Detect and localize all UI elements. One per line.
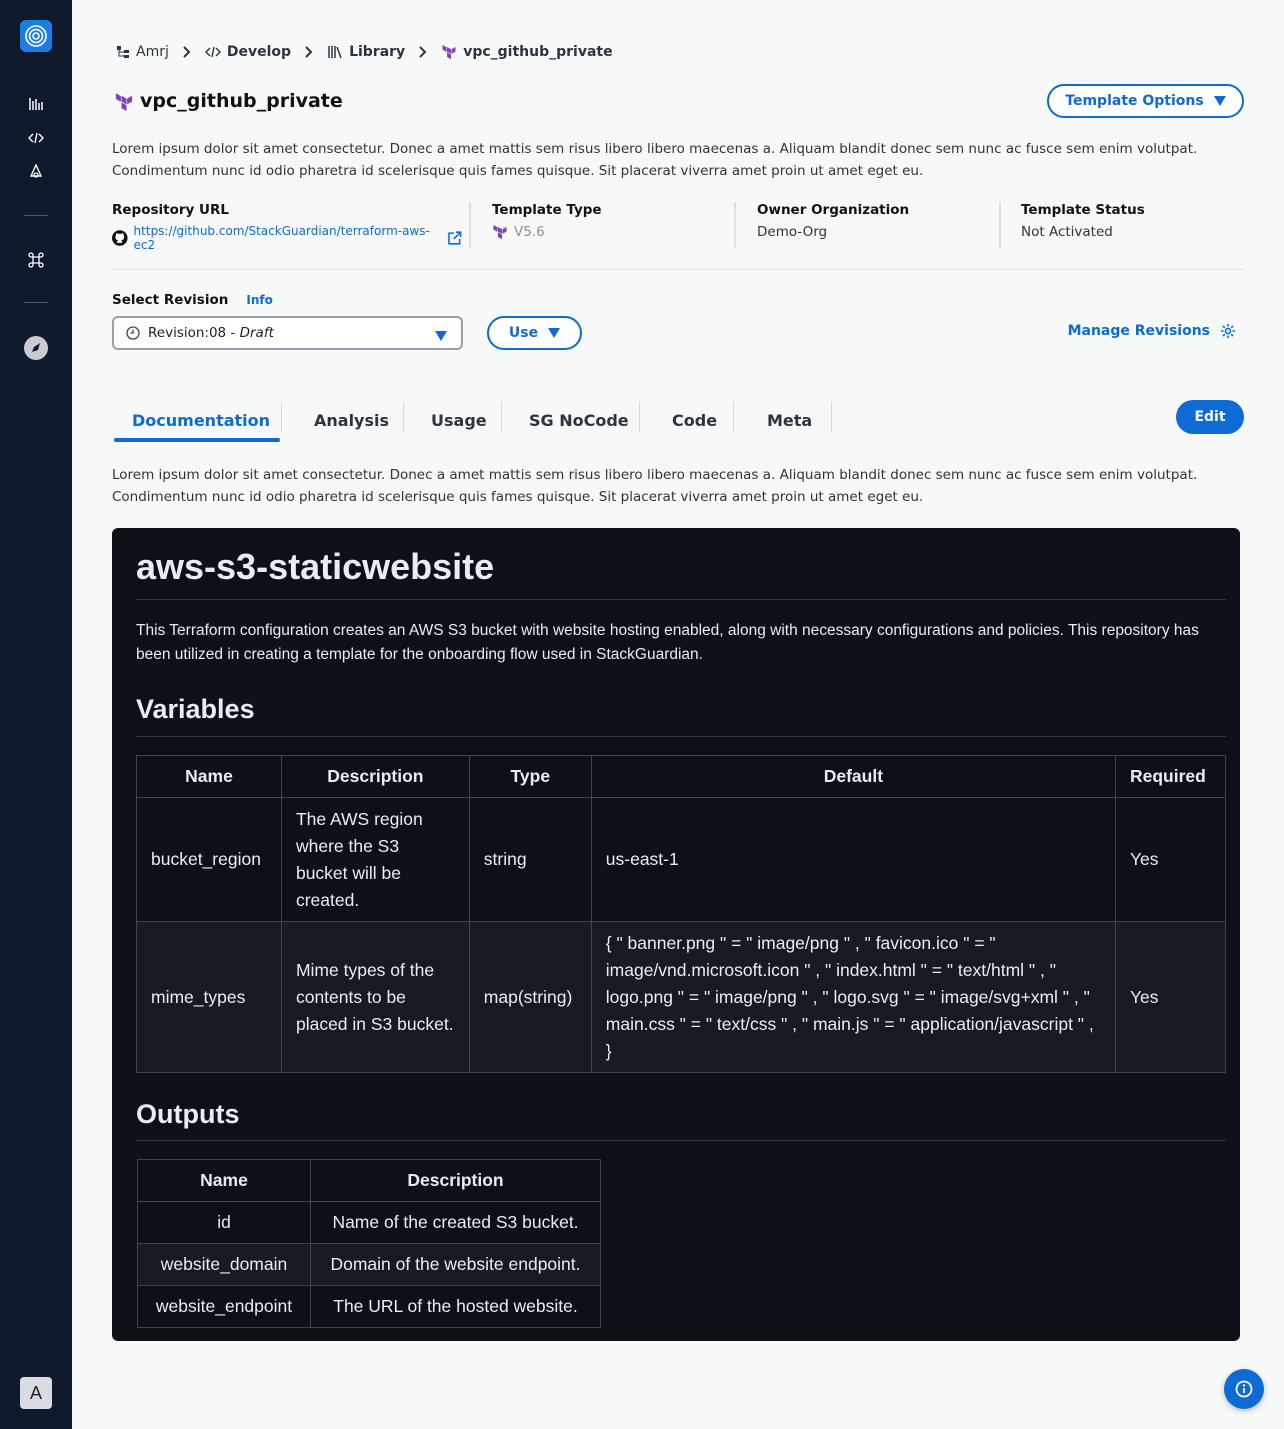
title-row: [112, 88, 1244, 118]
table-cell: string: [469, 798, 591, 922]
meta-type: [492, 202, 602, 248]
meta-divider: [999, 202, 1001, 248]
table-cell: Domain of the website endpoint.: [311, 1244, 601, 1286]
revision-selected: Revision:08 -: [148, 325, 240, 341]
deploy-icon[interactable]: [24, 160, 48, 184]
table-cell: The URL of the hosted website.: [311, 1286, 601, 1328]
tab-divider: [403, 402, 404, 432]
use-label: Use: [508, 325, 539, 341]
breadcrumb-item-library[interactable]: [327, 44, 405, 60]
external-link-icon[interactable]: [448, 231, 462, 245]
use-button[interactable]: [487, 316, 582, 350]
revision-select[interactable]: [112, 316, 463, 350]
table-row: [138, 1286, 601, 1328]
column-header: Description: [311, 1160, 601, 1202]
repository-link[interactable]: https://github.com/StackGuardian/terraform-aws-ec2: [133, 224, 430, 252]
terraform-icon: [114, 92, 134, 116]
meta-label: Owner Organization: [757, 202, 910, 218]
table-cell: website_endpoint: [138, 1286, 311, 1328]
tab-usage[interactable]: Usage: [431, 410, 487, 430]
org-tree-icon: [116, 45, 130, 59]
caret-down-icon: [548, 328, 560, 338]
manage-revisions-label: Manage Revisions: [1067, 323, 1210, 339]
tab-divider: [501, 402, 502, 432]
chevron-right-icon: [305, 46, 313, 58]
sidebar-divider: [24, 215, 48, 216]
breadcrumb-label: Amrj: [136, 44, 169, 60]
tab-analysis[interactable]: Analysis: [314, 410, 390, 430]
breadcrumb: [116, 42, 613, 62]
sidebar-divider: [24, 302, 48, 303]
help-button[interactable]: [1224, 1369, 1264, 1409]
readme-panel: [112, 528, 1240, 1341]
code-icon: [205, 46, 221, 58]
command-icon[interactable]: [24, 248, 48, 272]
caret-down-icon: [435, 329, 447, 345]
revision-label: [112, 292, 273, 308]
tab-divider: [639, 402, 640, 432]
template-description: Lorem ipsum dolor sit amet consectetur. Donec a amet mattis sem risus libero libero maecenas a. Aliquam blandit donec sem nunc ac fusce sem enim volutpat. Condimentum nunc id odio pharetra id scelerisque quis fames quisque. Sit placerat viverra amet proin ut amet eget eu.: [112, 141, 1198, 179]
table-cell: mime_types: [137, 922, 282, 1073]
breadcrumb-item-develop[interactable]: [205, 44, 291, 60]
meta-value: V5.6: [514, 224, 545, 240]
meta-repository: [112, 202, 462, 252]
breadcrumb-label: vpc_github_private: [463, 44, 613, 60]
table-cell: id: [138, 1202, 311, 1244]
meta-label: Template Status: [1021, 202, 1145, 218]
rocket-icon[interactable]: [24, 336, 48, 360]
meta-owner: [757, 202, 909, 248]
chevron-right-icon: [419, 46, 427, 58]
column-header: Default: [591, 756, 1115, 798]
template-options-button[interactable]: [1047, 84, 1244, 118]
meta-value: Not Activated: [1021, 224, 1113, 240]
tab-documentation[interactable]: Documentation: [132, 410, 271, 430]
outputs-table: [137, 1159, 601, 1328]
breadcrumb-label: Develop: [226, 44, 292, 60]
tab-bar: [112, 396, 1244, 444]
table-cell: map(string): [469, 922, 591, 1073]
meta-status: [1021, 202, 1145, 248]
table-row: [137, 922, 1226, 1073]
meta-label: Repository URL: [112, 202, 229, 218]
terraform-icon: [492, 224, 508, 240]
table-cell: bucket_region: [137, 798, 282, 922]
tab-meta[interactable]: Meta: [767, 410, 813, 430]
library-icon: [327, 45, 343, 59]
divider: [136, 736, 1226, 737]
table-row: [138, 1202, 601, 1244]
meta-label: Template Type: [492, 202, 602, 218]
template-meta: [112, 202, 1244, 270]
select-revision-label: Select Revision: [112, 292, 229, 308]
meta-divider: [734, 202, 736, 248]
revision-state: Draft: [239, 325, 274, 341]
divider: [136, 1140, 1226, 1141]
table-row: [137, 798, 1226, 922]
manage-revisions-button[interactable]: [1068, 323, 1236, 339]
clock-icon: [126, 326, 140, 340]
variables-table: [136, 755, 1226, 1073]
breadcrumb-item-org[interactable]: [116, 44, 169, 60]
user-avatar[interactable]: A: [20, 1377, 52, 1409]
table-cell: us-east-1: [591, 798, 1115, 922]
table-cell: { " banner.png " = " image/png " , " favicon.ico " = " image/vnd.microsoft.icon " , " index.html " = " text/html " , " logo.png " = " image/png " , " logo.svg " = " image/svg+xml " , " main.css " = " text/css " , " main.js " = " application/javascript " , }: [591, 922, 1115, 1073]
code-icon[interactable]: [24, 126, 48, 150]
tab-divider: [831, 402, 832, 432]
info-icon: [1235, 1380, 1253, 1398]
tab-sg-nocode[interactable]: SG NoCode: [529, 410, 629, 430]
github-icon: [112, 230, 128, 246]
chevron-right-icon: [183, 46, 191, 58]
sidebar: [0, 0, 72, 1429]
gear-icon: [1220, 323, 1236, 339]
table-cell: Yes: [1115, 922, 1225, 1073]
column-header: Description: [281, 756, 469, 798]
terraform-icon: [441, 44, 457, 60]
table-cell: Yes: [1115, 798, 1225, 922]
tab-code[interactable]: Code: [672, 410, 718, 430]
column-header: Required: [1115, 756, 1225, 798]
breadcrumb-item-template[interactable]: [441, 44, 612, 60]
table-cell: The AWS region where the S3 bucket will be created.: [281, 798, 469, 922]
analytics-icon[interactable]: [24, 92, 48, 116]
divider: [136, 599, 1226, 600]
column-header: Name: [138, 1160, 311, 1202]
table-cell: Name of the created S3 bucket.: [311, 1202, 601, 1244]
meta-divider: [469, 202, 471, 248]
caret-down-icon: [1214, 96, 1226, 106]
tab-divider: [281, 402, 282, 432]
template-options-label: Template Options: [1065, 93, 1204, 109]
column-header: Type: [469, 756, 591, 798]
tab-divider: [733, 402, 734, 432]
page-title: vpc_github_private: [140, 90, 343, 112]
table-cell: website_domain: [138, 1244, 311, 1286]
documentation-description: Lorem ipsum dolor sit amet consectetur. Donec a amet mattis sem risus libero libero maecenas a. Aliquam blandit donec sem nunc ac fusce sem enim volutpat. Condimentum nunc id odio pharetra id scelerisque quis fames quisque. Sit placerat viverra amet proin ut amet eget eu.: [112, 467, 1198, 505]
info-link[interactable]: Info: [246, 293, 273, 307]
column-header: Name: [137, 756, 282, 798]
table-cell: Mime types of the contents to be placed in S3 bucket.: [281, 922, 469, 1073]
readme-title: aws-s3-staticwebsite: [136, 546, 495, 587]
active-tab-indicator: [114, 438, 280, 442]
app-logo-icon[interactable]: [20, 20, 52, 52]
table-row: [138, 1244, 601, 1286]
edit-button[interactable]: Edit: [1176, 400, 1244, 434]
outputs-heading: Outputs: [136, 1099, 240, 1129]
variables-heading: Variables: [136, 694, 255, 724]
breadcrumb-label: Library: [349, 44, 406, 60]
readme-intro: This Terraform configuration creates an AWS S3 bucket with website hosting enabled, along with necessary configurations and policies. This repository has been utilized in creating a template for the onboarding flow used in StackGuardian.: [136, 622, 1199, 663]
meta-value: Demo-Org: [757, 224, 828, 240]
